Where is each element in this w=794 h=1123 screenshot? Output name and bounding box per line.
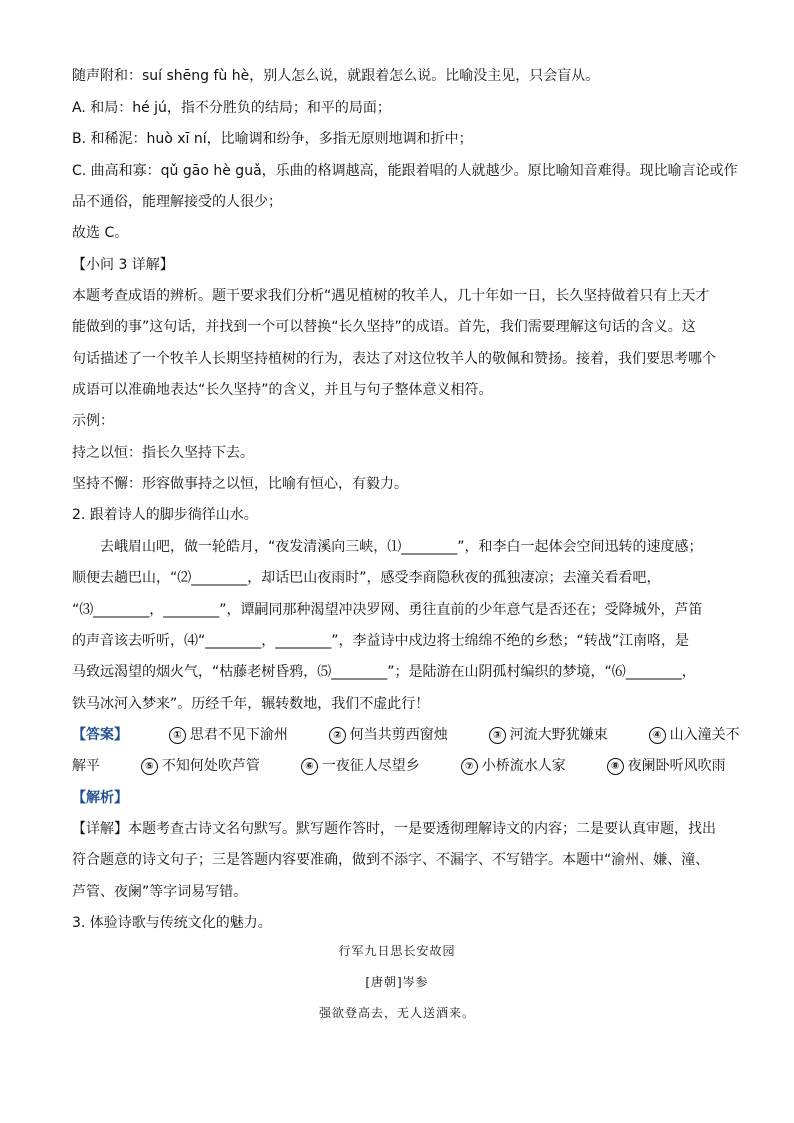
answer-text: 山入潼关不	[669, 727, 740, 743]
text-line: 能做到的事”这句话，并找到一个可以替换“长久坚持”的成语。首先，我们需要理解这句话的含义。这	[72, 319, 696, 335]
answer-text: 小桥流水人家	[481, 758, 566, 774]
detail-line: 符合题意的诗文句子；三是答题内容要准确，做到不添字、不漏字、不写错字。本题中“渝州、嫌、潼、	[72, 852, 710, 868]
text-line: 品不通俗，能理解接受的人很少；	[72, 194, 282, 210]
answer-text: 解平	[72, 758, 100, 774]
text-line: A. 和局：hé jú，指不分胜负的结局；和平的局面；	[72, 100, 391, 116]
answer-text: 河流大野犹嫌束	[509, 727, 608, 743]
question-heading: 2. 跟着诗人的脚步徜徉山水。	[72, 507, 258, 523]
passage-line: 的声音该去听听，⑷“________，________”，李益诗中戍边将士绵绵不绝的乡愁；“转战”江南咯，是	[72, 633, 690, 649]
passage-line: 铁马冰河入梦来”。历经千年，辗转数地，我们不虚此行！	[72, 696, 430, 712]
answer-number: ④	[649, 727, 666, 744]
text-line: 示例：	[72, 413, 114, 429]
poem-author: [唐朝]岑参	[365, 975, 429, 989]
answer-number: ②	[329, 727, 346, 744]
analysis-label: 【解析】	[72, 790, 128, 806]
answer-number: ⑤	[141, 758, 158, 775]
text-line: 持之以恒：指长久坚持下去。	[72, 445, 254, 461]
answer-number: ③	[489, 727, 506, 744]
text-line: 本题考查成语的辨析。题干要求我们分析“遇见植树的牧羊人，几十年如一日，长久坚持做着只有上天才	[72, 288, 710, 304]
answer-number: ⑥	[301, 758, 318, 775]
answer-number: ⑦	[461, 758, 478, 775]
passage-line: 马致远渴望的烟火气，“枯藤老树昏鸦，⑸________”；是陆游在山阴孤村编织的梦境，“⑹________，	[72, 664, 696, 680]
text-line: B. 和稀泥：huò xī ní，比喻调和纷争，多指无原则地调和折中；	[72, 131, 473, 147]
answer-text: 夜阑卧听风吹雨	[627, 758, 726, 774]
text-line: 句话描述了一个牧羊人长期坚持植树的行为，表达了对这位牧羊人的敬佩和赞扬。接着，我们要思考哪个	[72, 351, 716, 367]
detail-label: 【详解】	[72, 821, 128, 837]
answer-number: ⑧	[607, 758, 624, 775]
answer-text: 何当共剪西窗烛	[349, 727, 448, 743]
text-line: 成语可以准确地表达“长久坚持”的含义，并且与句子整体意义相符。	[72, 382, 493, 398]
text-line: 随声附和：suí shēng fù hè，别人怎么说，就跟着怎么说。比喻没主见，只会盲从。	[72, 68, 600, 84]
detail-line: 芦管、夜阑”等字词易写错。	[72, 884, 248, 900]
passage-line: “⑶________，________”，谭嗣同那种渴望冲决罗网、勇往直前的少年意气是否还在；受降城外，芦笛	[72, 602, 703, 618]
answer-number: ①	[169, 727, 186, 744]
section-heading: 【小问 3 详解】	[72, 257, 174, 273]
answer-text: 不知何处吹芦管	[161, 758, 260, 774]
detail-line	[72, 819, 727, 839]
text-line: 故选 C。	[72, 225, 129, 241]
answer-label: 【答案】	[72, 727, 128, 743]
question-heading: 3. 体验诗歌与传统文化的魅力。	[72, 915, 272, 931]
detail-text: 本题考查古诗文名句默写。默写题作答时，一是要透彻理解诗文的内容；二是要认真审题，找出	[128, 821, 716, 837]
answer-line	[72, 725, 740, 745]
text-line: 坚持不懈：形容做事持之以恒，比喻有恒心，有毅力。	[72, 476, 408, 492]
answer-line	[72, 756, 727, 776]
answer-text: 思君不见下渝州	[189, 727, 288, 743]
answer-text: 一夜征人尽望乡	[321, 758, 420, 774]
poem-title: 行军九日思长安故园	[338, 944, 456, 958]
passage-line: 顺便去趟巴山，“⑵________，却话巴山夜雨时”，感受李商隐秋夜的孤独凄凉；去潼关看看吧，	[72, 570, 661, 586]
passage-line: 去峨眉山吧，做一轮皓月，“夜发清溪向三峡，⑴________”，和李白一起体会空间迅转的速度感；	[100, 539, 703, 555]
text-line: C. 曲高和寡：qǔ gāo hè guǎ，乐曲的格调越高，能跟着唱的人就越少。原比喻知音难得。现比喻言论或作	[72, 163, 738, 179]
poem-line: 强欲登高去，无人送酒来。	[318, 1006, 475, 1020]
